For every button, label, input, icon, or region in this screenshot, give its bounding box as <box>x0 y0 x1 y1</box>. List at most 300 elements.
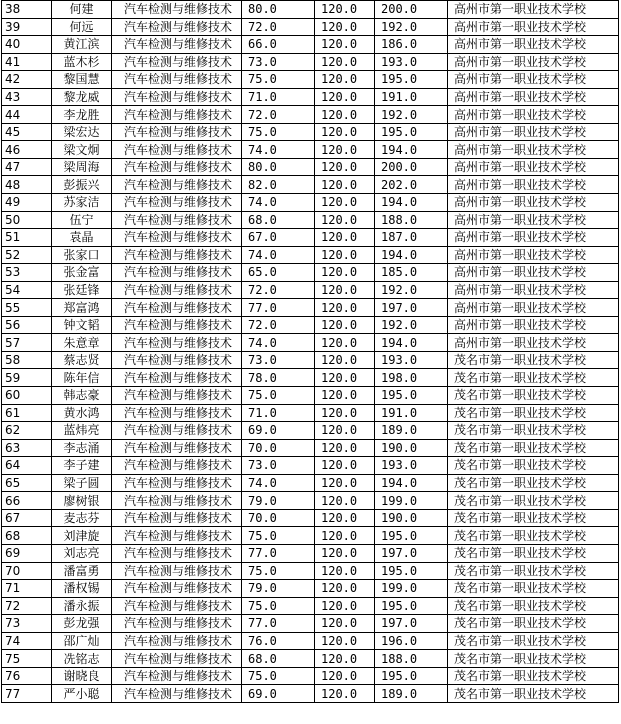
row-number: 69 <box>2 544 52 562</box>
exam-score: 72.0 <box>242 106 315 124</box>
row-number: 61 <box>2 404 52 422</box>
exam-score: 74.0 <box>242 194 315 212</box>
exam-score: 74.0 <box>242 474 315 492</box>
total-score: 191.0 <box>375 88 448 106</box>
major-name: 汽车检测与维修技术 <box>112 194 242 212</box>
total-score: 192.0 <box>375 106 448 124</box>
student-name: 黄水鸿 <box>52 404 112 422</box>
student-name: 苏家洁 <box>52 194 112 212</box>
bonus-score: 120.0 <box>315 369 375 387</box>
exam-score: 72.0 <box>242 18 315 36</box>
student-name: 张廷锋 <box>52 281 112 299</box>
school-name: 高州市第一职业技术学校 <box>448 176 619 194</box>
table-row <box>2 299 619 317</box>
bonus-score: 120.0 <box>315 439 375 457</box>
student-name: 张金富 <box>52 264 112 282</box>
total-score: 192.0 <box>375 281 448 299</box>
bonus-score: 120.0 <box>315 141 375 159</box>
school-name: 高州市第一职业技术学校 <box>448 1 619 19</box>
student-name: 陈年信 <box>52 369 112 387</box>
table-row <box>2 509 619 527</box>
bonus-score: 120.0 <box>315 492 375 510</box>
exam-score: 82.0 <box>242 176 315 194</box>
table-row <box>2 632 619 650</box>
major-name: 汽车检测与维修技术 <box>112 439 242 457</box>
exam-score: 69.0 <box>242 685 315 703</box>
total-score: 185.0 <box>375 264 448 282</box>
row-number: 67 <box>2 509 52 527</box>
exam-score: 72.0 <box>242 316 315 334</box>
major-name: 汽车检测与维修技术 <box>112 36 242 54</box>
exam-score: 75.0 <box>242 562 315 580</box>
school-name: 高州市第一职业技术学校 <box>448 211 619 229</box>
bonus-score: 120.0 <box>315 580 375 598</box>
total-score: 199.0 <box>375 580 448 598</box>
major-name: 汽车检测与维修技术 <box>112 211 242 229</box>
table-row <box>2 71 619 89</box>
student-name: 韩志豪 <box>52 387 112 405</box>
exam-score: 79.0 <box>242 492 315 510</box>
row-number: 73 <box>2 615 52 633</box>
exam-score: 69.0 <box>242 422 315 440</box>
row-number: 56 <box>2 316 52 334</box>
major-name: 汽车检测与维修技术 <box>112 422 242 440</box>
total-score: 190.0 <box>375 439 448 457</box>
bonus-score: 120.0 <box>315 334 375 352</box>
row-number: 57 <box>2 334 52 352</box>
total-score: 186.0 <box>375 36 448 54</box>
school-name: 茂名市第一职业技术学校 <box>448 562 619 580</box>
row-number: 43 <box>2 88 52 106</box>
row-number: 47 <box>2 158 52 176</box>
school-name: 茂名市第一职业技术学校 <box>448 597 619 615</box>
total-score: 200.0 <box>375 158 448 176</box>
total-score: 200.0 <box>375 1 448 19</box>
row-number: 38 <box>2 1 52 19</box>
table-row <box>2 106 619 124</box>
bonus-score: 120.0 <box>315 667 375 685</box>
student-name: 黎龙威 <box>52 88 112 106</box>
major-name: 汽车检测与维修技术 <box>112 299 242 317</box>
bonus-score: 120.0 <box>315 246 375 264</box>
row-number: 51 <box>2 229 52 247</box>
table-row <box>2 229 619 247</box>
row-number: 77 <box>2 685 52 703</box>
student-name: 潘富勇 <box>52 562 112 580</box>
exam-score: 66.0 <box>242 36 315 54</box>
exam-score: 77.0 <box>242 615 315 633</box>
major-name: 汽车检测与维修技术 <box>112 141 242 159</box>
table-row <box>2 527 619 545</box>
bonus-score: 120.0 <box>315 264 375 282</box>
table-row <box>2 457 619 475</box>
table-row <box>2 281 619 299</box>
bonus-score: 120.0 <box>315 88 375 106</box>
table-row <box>2 650 619 668</box>
school-name: 茂名市第一职业技术学校 <box>448 439 619 457</box>
bonus-score: 120.0 <box>315 387 375 405</box>
school-name: 高州市第一职业技术学校 <box>448 246 619 264</box>
student-name: 蓝木杉 <box>52 53 112 71</box>
major-name: 汽车检测与维修技术 <box>112 509 242 527</box>
total-score: 198.0 <box>375 369 448 387</box>
school-name: 茂名市第一职业技术学校 <box>448 527 619 545</box>
row-number: 48 <box>2 176 52 194</box>
bonus-score: 120.0 <box>315 597 375 615</box>
major-name: 汽车检测与维修技术 <box>112 1 242 19</box>
exam-score: 75.0 <box>242 71 315 89</box>
major-name: 汽车检测与维修技术 <box>112 615 242 633</box>
exam-score: 70.0 <box>242 439 315 457</box>
student-name: 钟文韬 <box>52 316 112 334</box>
row-number: 65 <box>2 474 52 492</box>
total-score: 187.0 <box>375 229 448 247</box>
student-name: 蔡志贤 <box>52 351 112 369</box>
exam-score: 80.0 <box>242 1 315 19</box>
student-name: 彭振兴 <box>52 176 112 194</box>
school-name: 茂名市第一职业技术学校 <box>448 387 619 405</box>
school-name: 茂名市第一职业技术学校 <box>448 457 619 475</box>
bonus-score: 120.0 <box>315 299 375 317</box>
bonus-score: 120.0 <box>315 544 375 562</box>
table-row <box>2 615 619 633</box>
total-score: 196.0 <box>375 632 448 650</box>
major-name: 汽车检测与维修技术 <box>112 281 242 299</box>
row-number: 41 <box>2 53 52 71</box>
school-name: 高州市第一职业技术学校 <box>448 106 619 124</box>
total-score: 188.0 <box>375 650 448 668</box>
bonus-score: 120.0 <box>315 194 375 212</box>
exam-score: 80.0 <box>242 158 315 176</box>
exam-score: 75.0 <box>242 527 315 545</box>
student-name: 张家口 <box>52 246 112 264</box>
total-score: 194.0 <box>375 194 448 212</box>
exam-score: 77.0 <box>242 299 315 317</box>
exam-score: 79.0 <box>242 580 315 598</box>
major-name: 汽车检测与维修技术 <box>112 316 242 334</box>
bonus-score: 120.0 <box>315 685 375 703</box>
total-score: 190.0 <box>375 509 448 527</box>
exam-score: 72.0 <box>242 281 315 299</box>
student-name: 谢晓良 <box>52 667 112 685</box>
bonus-score: 120.0 <box>315 123 375 141</box>
school-name: 茂名市第一职业技术学校 <box>448 650 619 668</box>
row-number: 39 <box>2 18 52 36</box>
school-name: 高州市第一职业技术学校 <box>448 88 619 106</box>
exam-score: 71.0 <box>242 404 315 422</box>
student-name: 蓝炜亮 <box>52 422 112 440</box>
table-row <box>2 562 619 580</box>
bonus-score: 120.0 <box>315 509 375 527</box>
table-row <box>2 158 619 176</box>
school-name: 高州市第一职业技术学校 <box>448 53 619 71</box>
school-name: 高州市第一职业技术学校 <box>448 194 619 212</box>
school-name: 高州市第一职业技术学校 <box>448 334 619 352</box>
school-name: 高州市第一职业技术学校 <box>448 229 619 247</box>
school-name: 茂名市第一职业技术学校 <box>448 667 619 685</box>
bonus-score: 120.0 <box>315 158 375 176</box>
exam-score: 67.0 <box>242 229 315 247</box>
total-score: 195.0 <box>375 71 448 89</box>
total-score: 194.0 <box>375 334 448 352</box>
major-name: 汽车检测与维修技术 <box>112 387 242 405</box>
exam-score: 73.0 <box>242 53 315 71</box>
total-score: 188.0 <box>375 211 448 229</box>
row-number: 45 <box>2 123 52 141</box>
major-name: 汽车检测与维修技术 <box>112 18 242 36</box>
row-number: 54 <box>2 281 52 299</box>
table-row <box>2 439 619 457</box>
student-name: 朱意章 <box>52 334 112 352</box>
row-number: 46 <box>2 141 52 159</box>
school-name: 高州市第一职业技术学校 <box>448 264 619 282</box>
row-number: 62 <box>2 422 52 440</box>
total-score: 197.0 <box>375 299 448 317</box>
bonus-score: 120.0 <box>315 527 375 545</box>
exam-score: 68.0 <box>242 211 315 229</box>
major-name: 汽车检测与维修技术 <box>112 562 242 580</box>
total-score: 192.0 <box>375 18 448 36</box>
row-number: 71 <box>2 580 52 598</box>
total-score: 191.0 <box>375 404 448 422</box>
school-name: 高州市第一职业技术学校 <box>448 36 619 54</box>
row-number: 60 <box>2 387 52 405</box>
student-name: 黎国慧 <box>52 71 112 89</box>
bonus-score: 120.0 <box>315 211 375 229</box>
row-number: 59 <box>2 369 52 387</box>
row-number: 64 <box>2 457 52 475</box>
total-score: 197.0 <box>375 615 448 633</box>
total-score: 195.0 <box>375 667 448 685</box>
major-name: 汽车检测与维修技术 <box>112 176 242 194</box>
student-name: 邵广灿 <box>52 632 112 650</box>
table-row <box>2 544 619 562</box>
table-row <box>2 474 619 492</box>
school-name: 高州市第一职业技术学校 <box>448 71 619 89</box>
student-name: 梁子圆 <box>52 474 112 492</box>
major-name: 汽车检测与维修技术 <box>112 53 242 71</box>
student-name: 梁文炯 <box>52 141 112 159</box>
exam-score: 71.0 <box>242 88 315 106</box>
bonus-score: 120.0 <box>315 18 375 36</box>
bonus-score: 120.0 <box>315 229 375 247</box>
table-row <box>2 176 619 194</box>
school-name: 茂名市第一职业技术学校 <box>448 474 619 492</box>
bonus-score: 120.0 <box>315 53 375 71</box>
total-score: 192.0 <box>375 316 448 334</box>
total-score: 193.0 <box>375 53 448 71</box>
bonus-score: 120.0 <box>315 562 375 580</box>
row-number: 40 <box>2 36 52 54</box>
exam-score: 75.0 <box>242 387 315 405</box>
bonus-score: 120.0 <box>315 474 375 492</box>
major-name: 汽车检测与维修技术 <box>112 246 242 264</box>
table-row <box>2 141 619 159</box>
student-name: 李龙胜 <box>52 106 112 124</box>
major-name: 汽车检测与维修技术 <box>112 88 242 106</box>
bonus-score: 120.0 <box>315 457 375 475</box>
school-name: 茂名市第一职业技术学校 <box>448 492 619 510</box>
table-row <box>2 123 619 141</box>
total-score: 189.0 <box>375 685 448 703</box>
school-name: 茂名市第一职业技术学校 <box>448 544 619 562</box>
major-name: 汽车检测与维修技术 <box>112 351 242 369</box>
bonus-score: 120.0 <box>315 615 375 633</box>
student-name: 伍宁 <box>52 211 112 229</box>
school-name: 茂名市第一职业技术学校 <box>448 580 619 598</box>
total-score: 202.0 <box>375 176 448 194</box>
table-row <box>2 667 619 685</box>
school-name: 高州市第一职业技术学校 <box>448 299 619 317</box>
school-name: 茂名市第一职业技术学校 <box>448 369 619 387</box>
exam-score: 73.0 <box>242 351 315 369</box>
row-number: 55 <box>2 299 52 317</box>
table-row <box>2 369 619 387</box>
total-score: 195.0 <box>375 562 448 580</box>
total-score: 193.0 <box>375 457 448 475</box>
school-name: 茂名市第一职业技术学校 <box>448 509 619 527</box>
total-score: 195.0 <box>375 597 448 615</box>
major-name: 汽车检测与维修技术 <box>112 667 242 685</box>
table-row <box>2 597 619 615</box>
school-name: 高州市第一职业技术学校 <box>448 123 619 141</box>
table-row <box>2 88 619 106</box>
student-name: 刘津旋 <box>52 527 112 545</box>
student-name: 郑富鸿 <box>52 299 112 317</box>
major-name: 汽车检测与维修技术 <box>112 229 242 247</box>
school-name: 茂名市第一职业技术学校 <box>448 685 619 703</box>
school-name: 高州市第一职业技术学校 <box>448 18 619 36</box>
table-row <box>2 194 619 212</box>
total-score: 189.0 <box>375 422 448 440</box>
major-name: 汽车检测与维修技术 <box>112 264 242 282</box>
major-name: 汽车检测与维修技术 <box>112 369 242 387</box>
total-score: 195.0 <box>375 387 448 405</box>
exam-score: 78.0 <box>242 369 315 387</box>
student-name: 李子建 <box>52 457 112 475</box>
exam-score: 68.0 <box>242 650 315 668</box>
table-row <box>2 316 619 334</box>
bonus-score: 120.0 <box>315 176 375 194</box>
row-number: 53 <box>2 264 52 282</box>
row-number: 50 <box>2 211 52 229</box>
total-score: 194.0 <box>375 141 448 159</box>
major-name: 汽车检测与维修技术 <box>112 474 242 492</box>
student-name: 何远 <box>52 18 112 36</box>
total-score: 195.0 <box>375 527 448 545</box>
bonus-score: 120.0 <box>315 650 375 668</box>
major-name: 汽车检测与维修技术 <box>112 650 242 668</box>
bonus-score: 120.0 <box>315 106 375 124</box>
school-name: 高州市第一职业技术学校 <box>448 316 619 334</box>
row-number: 68 <box>2 527 52 545</box>
major-name: 汽车检测与维修技术 <box>112 404 242 422</box>
table-row <box>2 246 619 264</box>
exam-score: 73.0 <box>242 457 315 475</box>
student-name: 麦志芬 <box>52 509 112 527</box>
row-number: 75 <box>2 650 52 668</box>
table-row <box>2 685 619 703</box>
school-name: 茂名市第一职业技术学校 <box>448 632 619 650</box>
total-score: 199.0 <box>375 492 448 510</box>
exam-score: 74.0 <box>242 334 315 352</box>
major-name: 汽车检测与维修技术 <box>112 106 242 124</box>
exam-score: 65.0 <box>242 264 315 282</box>
school-name: 高州市第一职业技术学校 <box>448 141 619 159</box>
bonus-score: 120.0 <box>315 422 375 440</box>
major-name: 汽车检测与维修技术 <box>112 123 242 141</box>
student-name: 黄江滨 <box>52 36 112 54</box>
exam-score: 74.0 <box>242 246 315 264</box>
exam-score: 70.0 <box>242 509 315 527</box>
major-name: 汽车检测与维修技术 <box>112 597 242 615</box>
row-number: 74 <box>2 632 52 650</box>
table-row <box>2 264 619 282</box>
major-name: 汽车检测与维修技术 <box>112 685 242 703</box>
table-row <box>2 53 619 71</box>
table-row <box>2 211 619 229</box>
score-table <box>1 0 619 703</box>
table-row <box>2 422 619 440</box>
major-name: 汽车检测与维修技术 <box>112 492 242 510</box>
table-row <box>2 1 619 19</box>
major-name: 汽车检测与维修技术 <box>112 580 242 598</box>
row-number: 76 <box>2 667 52 685</box>
row-number: 70 <box>2 562 52 580</box>
table-row <box>2 580 619 598</box>
student-name: 袁晶 <box>52 229 112 247</box>
total-score: 194.0 <box>375 246 448 264</box>
student-name: 李志涌 <box>52 439 112 457</box>
bonus-score: 120.0 <box>315 316 375 334</box>
row-number: 52 <box>2 246 52 264</box>
exam-score: 77.0 <box>242 544 315 562</box>
major-name: 汽车检测与维修技术 <box>112 334 242 352</box>
table-row <box>2 334 619 352</box>
student-name: 廖树银 <box>52 492 112 510</box>
bonus-score: 120.0 <box>315 404 375 422</box>
student-name: 潘权锡 <box>52 580 112 598</box>
school-name: 茂名市第一职业技术学校 <box>448 351 619 369</box>
row-number: 63 <box>2 439 52 457</box>
bonus-score: 120.0 <box>315 1 375 19</box>
school-name: 茂名市第一职业技术学校 <box>448 422 619 440</box>
school-name: 高州市第一职业技术学校 <box>448 281 619 299</box>
major-name: 汽车检测与维修技术 <box>112 457 242 475</box>
exam-score: 75.0 <box>242 597 315 615</box>
student-name: 刘志亮 <box>52 544 112 562</box>
school-name: 茂名市第一职业技术学校 <box>448 404 619 422</box>
total-score: 195.0 <box>375 123 448 141</box>
row-number: 72 <box>2 597 52 615</box>
total-score: 197.0 <box>375 544 448 562</box>
student-name: 潘永振 <box>52 597 112 615</box>
major-name: 汽车检测与维修技术 <box>112 544 242 562</box>
bonus-score: 120.0 <box>315 71 375 89</box>
school-name: 茂名市第一职业技术学校 <box>448 615 619 633</box>
bonus-score: 120.0 <box>315 351 375 369</box>
table-body <box>2 1 619 703</box>
table-row <box>2 404 619 422</box>
school-name: 高州市第一职业技术学校 <box>448 158 619 176</box>
bonus-score: 120.0 <box>315 36 375 54</box>
exam-score: 75.0 <box>242 123 315 141</box>
bonus-score: 120.0 <box>315 632 375 650</box>
row-number: 66 <box>2 492 52 510</box>
table-row <box>2 36 619 54</box>
exam-score: 75.0 <box>242 667 315 685</box>
table-row <box>2 18 619 36</box>
